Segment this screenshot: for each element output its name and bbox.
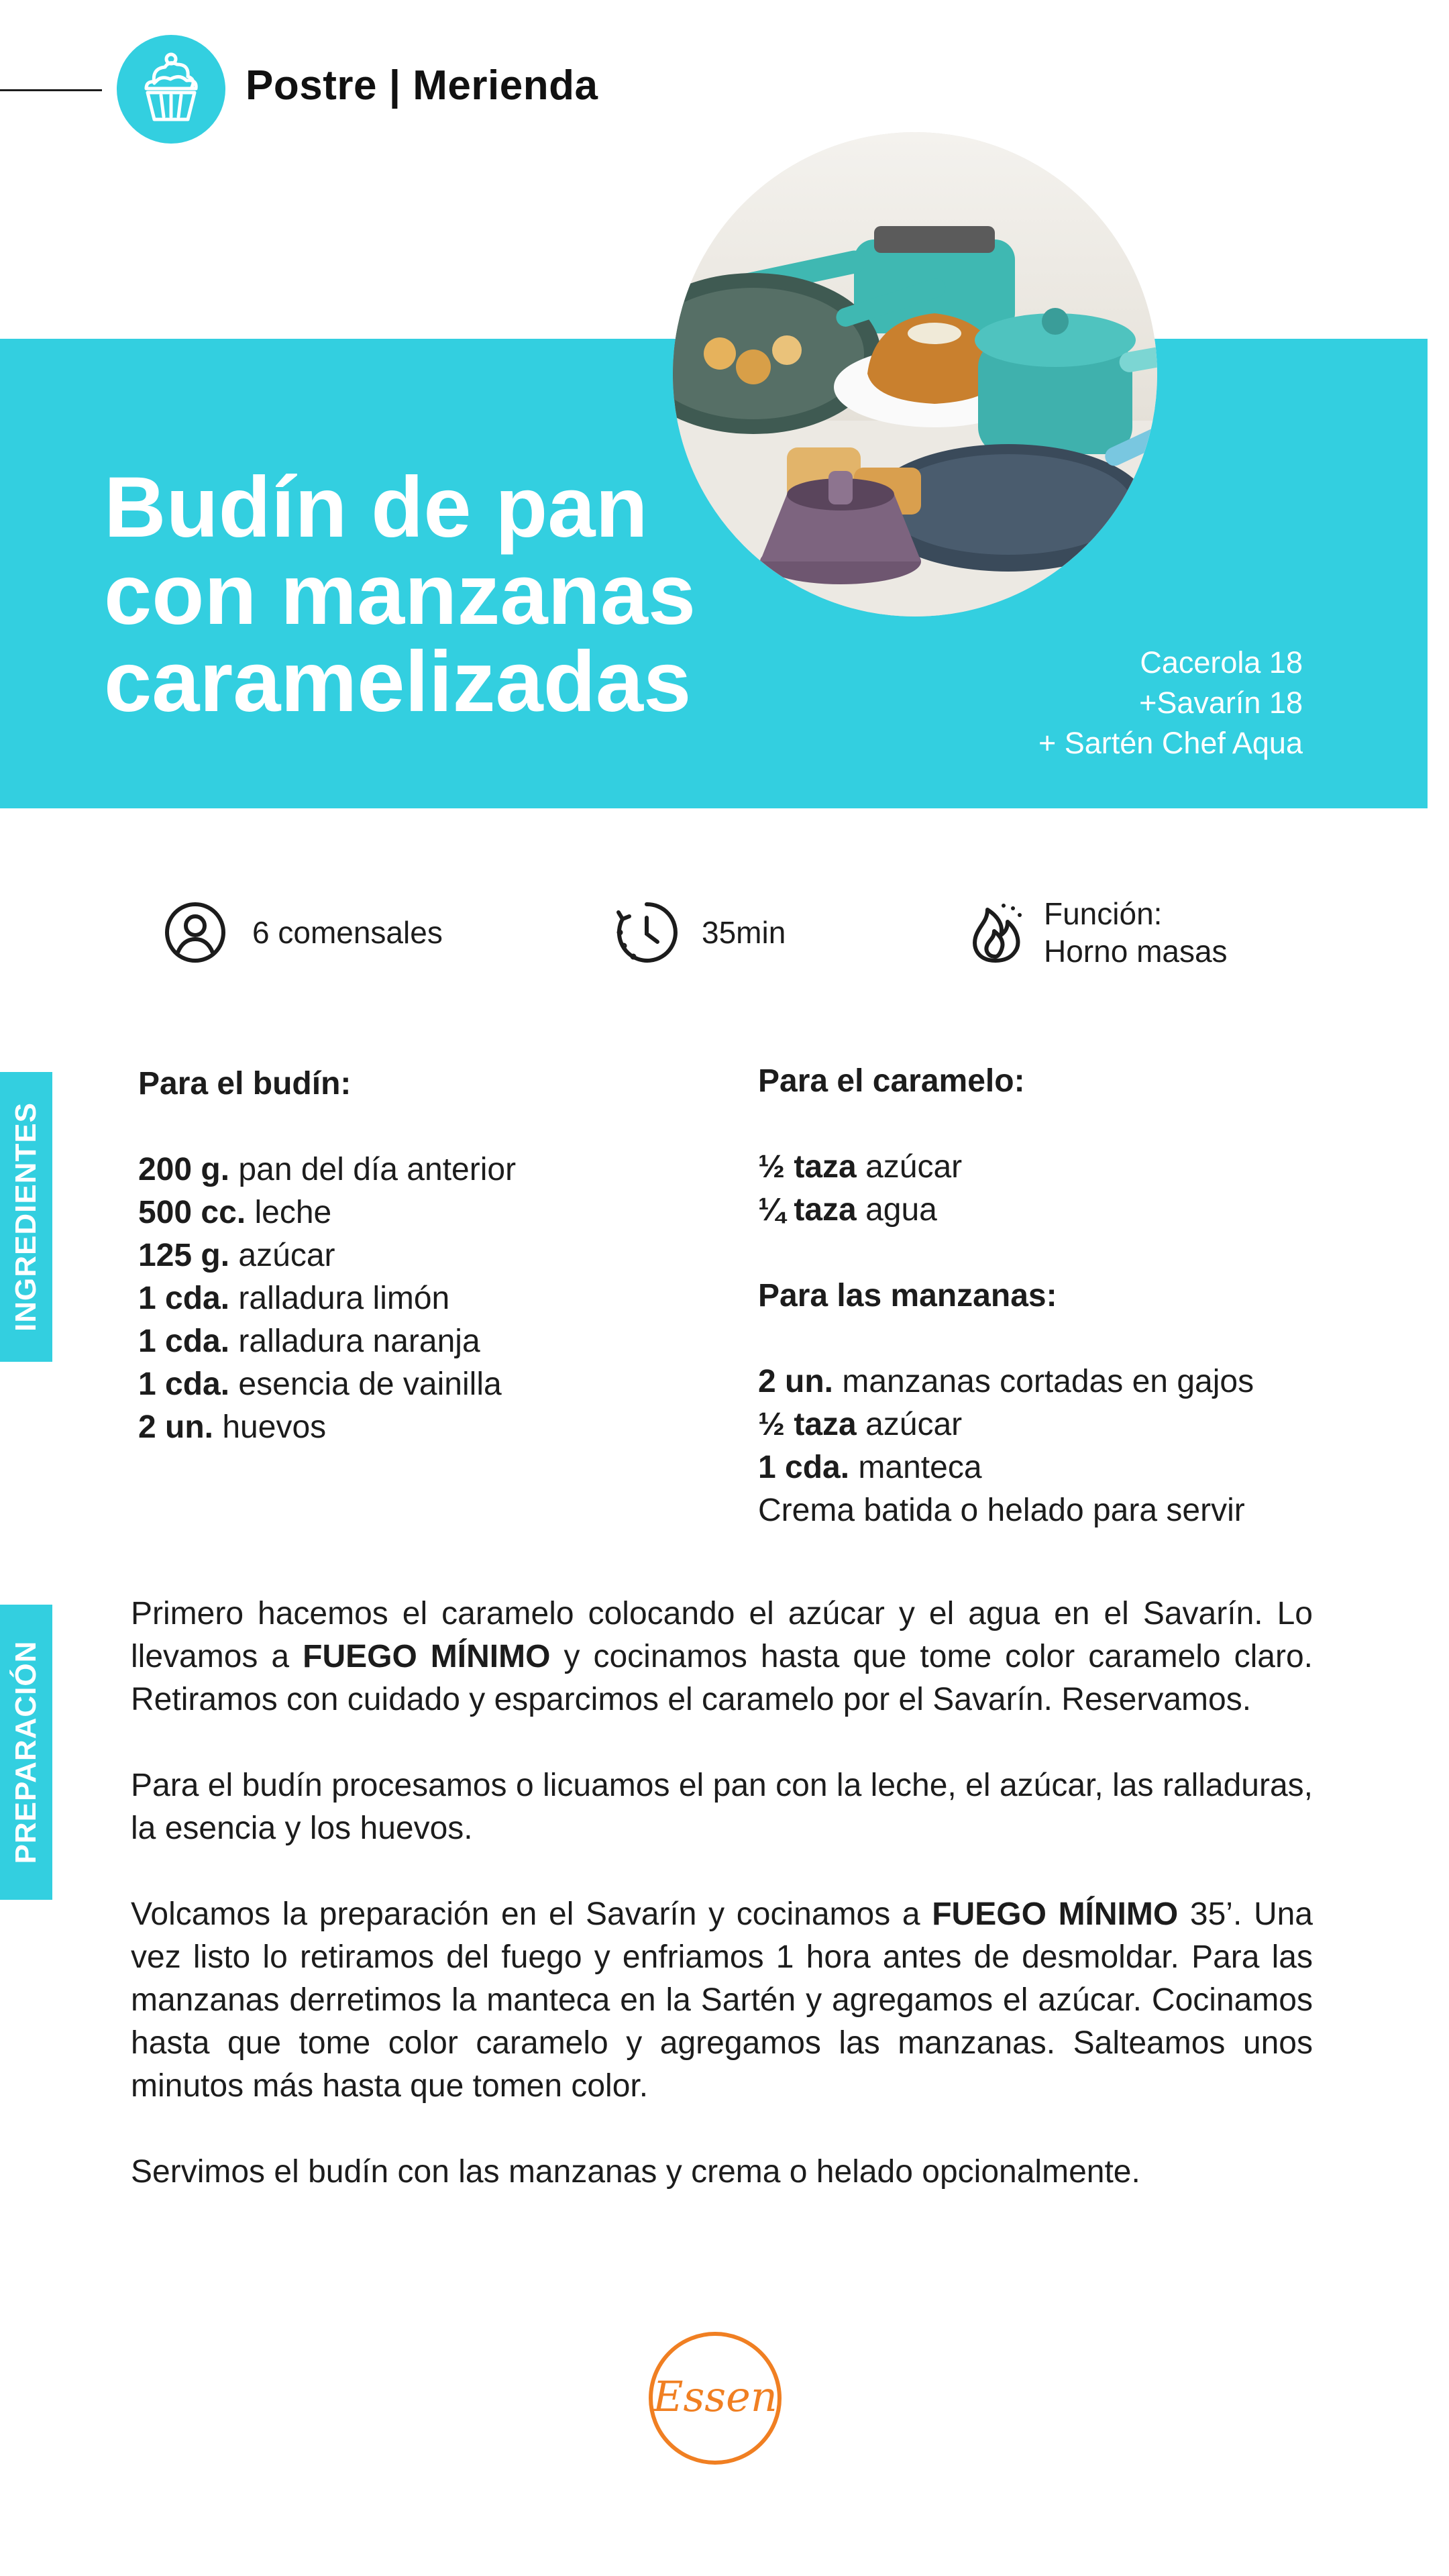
- person-icon: [163, 900, 227, 965]
- fire-icon: [963, 900, 1028, 965]
- oven-function: [1044, 895, 1228, 970]
- category-title: Postre | Merienda: [246, 62, 598, 109]
- recipe-title-line: caramelizadas: [104, 634, 692, 730]
- servings: 6 comensales: [252, 915, 443, 950]
- ingredients-tab: [0, 1072, 52, 1362]
- ingredients-caramelo-manzanas: [758, 1060, 1348, 1532]
- preparation-paragraph: Servimos el budín con las manzanas y crema o helado opcionalmente.: [131, 2154, 1140, 2190]
- preparation-paragraph: Para el budín procesamos o licuamos el pan con la leche, el azúcar, las ralladuras, la esencia y los huevos.: [131, 1768, 1313, 1846]
- essen-logo: [645, 2328, 786, 2469]
- function-label: Función:: [1044, 896, 1163, 931]
- header-divider: [0, 89, 102, 91]
- ingredient-item: 500 cc. leche: [138, 1195, 332, 1230]
- ingredient-item: 1 cda. ralladura naranja: [138, 1324, 480, 1359]
- ingredients-tab-label: INGREDIENTES: [9, 1102, 42, 1332]
- ingredients-budin: [138, 1063, 688, 1449]
- ingredient-item: 1 cda. ralladura limón: [138, 1281, 450, 1316]
- essen-logo-mark: [645, 2328, 786, 2469]
- preparation-paragraph: Primero hacemos el caramelo colocando el azúcar y el agua en el Savarín. Lo llevamos a FUEGO MÍNIMO y cocinamos hasta que tome color caramelo claro. Retiramos con cuidado y esparcimos el caramelo por el Savarín. Reservamos.: [131, 1596, 1313, 1717]
- ingredient-item: 1 cda. esencia de vainilla: [138, 1366, 502, 1402]
- products-list: [833, 643, 1303, 763]
- ingredient-item: ½ taza azúcar: [758, 1149, 963, 1185]
- preparation-tab: [0, 1605, 52, 1900]
- preparation-steps: [131, 1593, 1313, 2237]
- product-item: +Savarín 18: [1139, 686, 1303, 720]
- section-heading: Para el budín:: [138, 1066, 352, 1102]
- ingredient-item: ¼ taza agua: [758, 1192, 937, 1228]
- cupcake-icon: [117, 35, 225, 144]
- product-item: + Sartén Chef Aqua: [1038, 726, 1303, 760]
- section-heading: Para las manzanas:: [758, 1278, 1057, 1313]
- preparation-paragraph: Volcamos la preparación en el Savarín y cocinamos a FUEGO MÍNIMO 35’. Una vez listo lo retiramos del fuego y enfriamos 1 hora antes de desmoldar. Para las manzanas derretimos la manteca en la Sartén y agregamos el azúcar. Cocinamos hasta que tome color caramelo y agregamos las manzanas. Salteamos unos minutos más hasta que tomen color.: [131, 1896, 1313, 2104]
- cookware-illustration: [673, 132, 1157, 616]
- preparation-tab-label: PREPARACIÓN: [9, 1640, 42, 1864]
- cook-time: 35min: [702, 915, 786, 950]
- ingredient-item: 2 un. huevos: [138, 1409, 327, 1445]
- ingredient-item: 125 g. azúcar: [138, 1238, 335, 1273]
- function-value: Horno masas: [1044, 934, 1228, 969]
- product-item: Cacerola 18: [1140, 645, 1303, 680]
- ingredient-item: 2 un. manzanas cortadas en gajos: [758, 1364, 1254, 1399]
- category-badge: [117, 35, 225, 144]
- section-heading: Para el caramelo:: [758, 1063, 1025, 1099]
- ingredient-item: 1 cda. manteca: [758, 1450, 982, 1485]
- recipe-title-line: con manzanas: [104, 547, 696, 643]
- ingredient-item: ½ taza azúcar: [758, 1407, 963, 1442]
- ingredient-note: Crema batida o helado para servir: [758, 1493, 1245, 1528]
- recipe-photo: [673, 132, 1157, 616]
- ingredient-item: 200 g. pan del día anterior: [138, 1152, 517, 1187]
- recipe-title-line: Budín de pan: [104, 460, 648, 555]
- recipe-title: [104, 460, 775, 730]
- svg-text:Essen: Essen: [653, 2372, 777, 2421]
- clock-icon: [614, 900, 679, 965]
